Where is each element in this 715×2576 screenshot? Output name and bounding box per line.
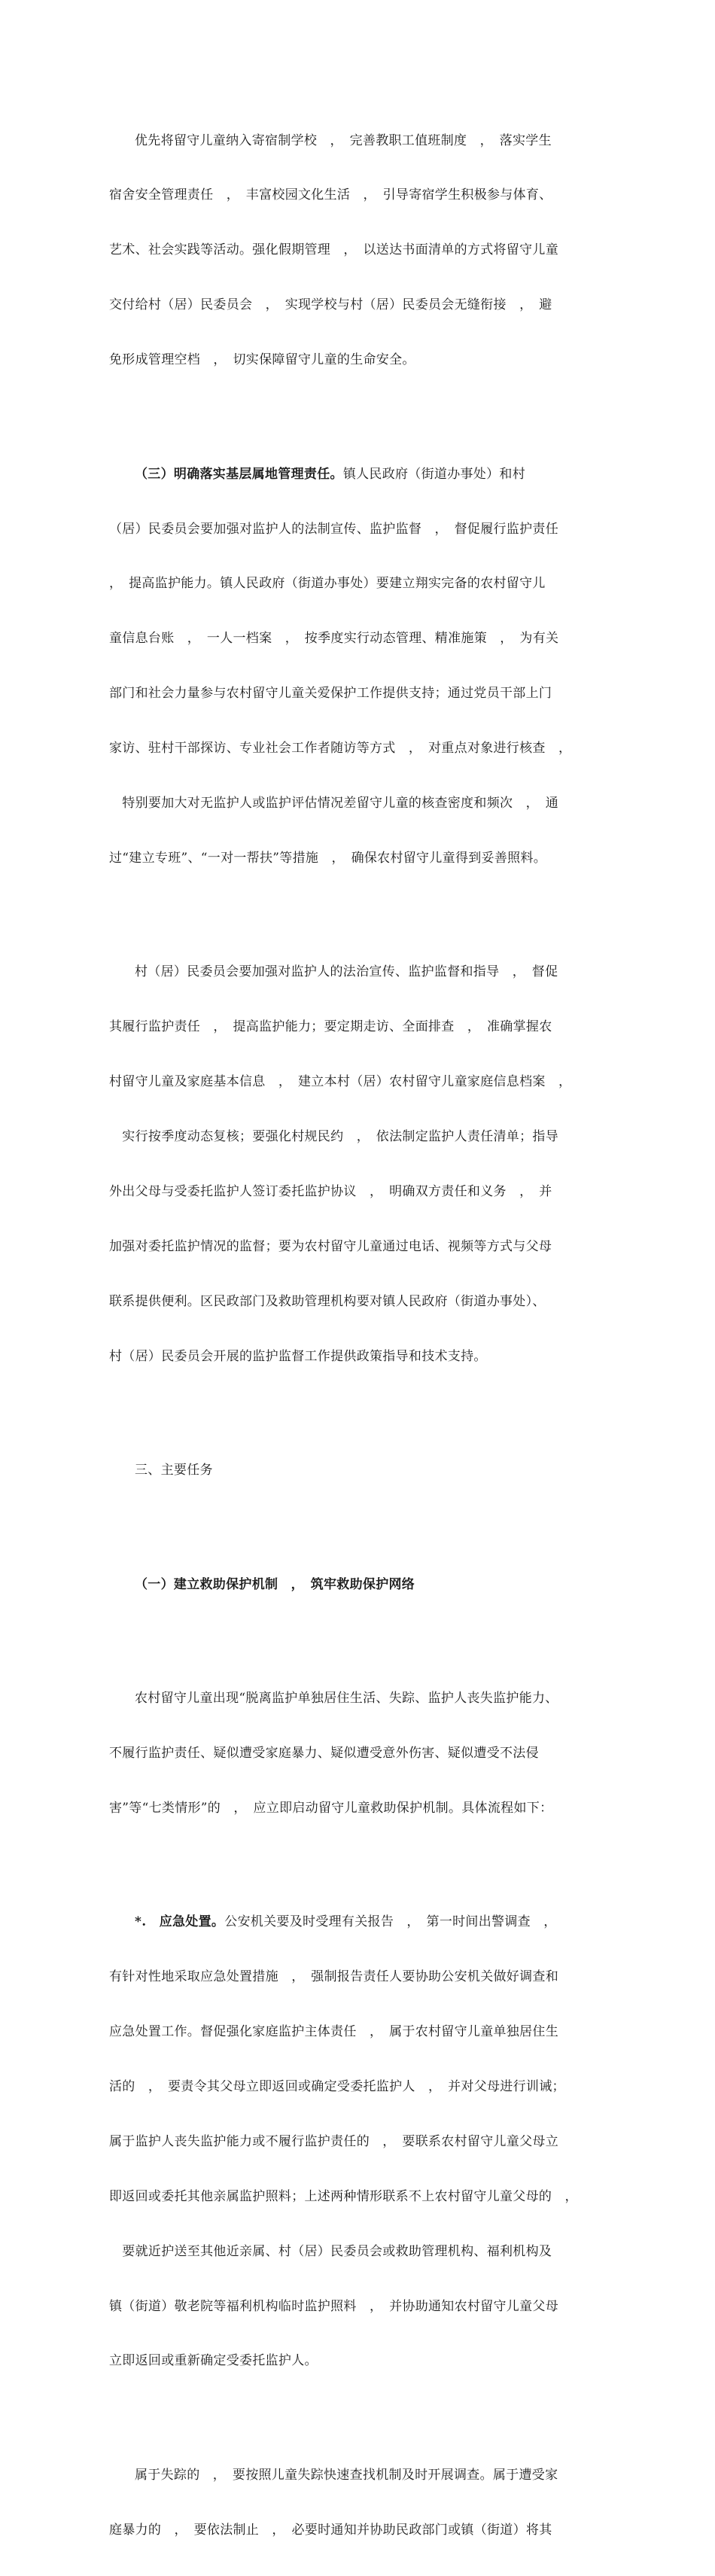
text-line: 宿舍安全管理责任 ， 丰富校园文化生活 ， 引导寄宿学生积极参与体育、 (109, 187, 552, 203)
text-line: 艺术、社会实践等活动。强化假期管理 ， 以送达书面清单的方式将留守儿童 (109, 242, 558, 258)
text-line: 家访、驻村干部探访、专业社会工作者随访等方式 ， 对重点对象进行核查 ， (109, 741, 572, 757)
text-line: 村（居）民委员会开展的监护监督工作提供政策指导和技术支持。 (109, 1348, 487, 1364)
text-line: 交付给村（居）民委员会 ， 实现学校与村（居）民委员会无缝衔接 ， 避 (109, 297, 552, 313)
text-line: 部门和社会力量参与农村留守儿童关爱保护工作提供支持；通过党员干部上门 (109, 686, 552, 702)
text-line: 害”等“七类情形”的 ， 应立即启动留守儿童救助保护机制。具体流程如下： (109, 1800, 553, 1816)
text-line-rest: 镇人民政府（街道办事处）和村 (342, 466, 526, 482)
paragraph-boarding-school (109, 95, 615, 406)
text-line: 农村留守儿童出现“脱离监护单独居住生活、失踪、监护人丧失监护能力、 (135, 1691, 558, 1707)
subsection-heading-rescue-mechanism (109, 1539, 615, 1630)
text-line: 实行按季度动态复核；要强化村规民约 ， 依法制定监护人责任清单；指导 (109, 1129, 558, 1145)
section-lead-bold: （三）明确落实基层属地管理责任。 (135, 466, 343, 482)
text-line: 加强对委托监护情况的监督；要为农村留守儿童通过电话、视频等方式与父母 (109, 1238, 552, 1254)
text-line: 免形成管理空档 ， 切实保障留守儿童的生命安全。 (109, 352, 415, 368)
subsection-heading: （一）建立救助保护机制 ， 筑牢救助保护网络 (135, 1576, 415, 1592)
text-line: 特别要加大对无监护人或监护评估情况差留守儿童的核查密度和频次 ， 通 (109, 795, 558, 811)
text-line: 庭暴力的 ， 要依法制止 ， 必要时通知并协助民政部门或镇（街道）将其 (109, 2522, 552, 2538)
text-line: 联系提供便利。区民政部门及救助管理机构要对镇人民政府（街道办事处）、 (109, 1293, 546, 1309)
text-line: 村留守儿童及家庭基本信息 ， 建立本村（居）农村留守儿童家庭信息档案 ， (109, 1074, 572, 1090)
text-line (109, 465, 615, 483)
section-heading: 三、主要任务 (135, 1463, 213, 1478)
document-page (109, 95, 615, 2576)
paragraph-emergency-response (109, 1877, 615, 2407)
text-line: 优先将留守儿童纳入寄宿制学校 ， 完善教职工值班制度 ， 落实学生 (135, 132, 552, 148)
paragraph-village-committee (109, 927, 615, 1402)
text-line: 其履行监护责任 ， 提高监护能力；要定期走访、全面排查 ， 准确掌握农 (109, 1019, 552, 1035)
text-line: 活的 ， 要责令其父母立即返回或确定受委托监护人 ， 并对父母进行训诫； (109, 2078, 565, 2094)
text-line: （居）民委员会要加强对监护人的法制宣传、监护监督 ， 督促履行监护责任 (109, 521, 558, 537)
text-line: 童信息台账 ， 一人一档案 ， 按季度实行动态管理、精准施策 ， 为有关 (109, 631, 559, 647)
text-line: 村（居）民委员会要加强对监护人的法治宣传、监护监督和指导 ， 督促 (135, 964, 558, 980)
text-line: 属于监护人丧失监护能力或不履行监护责任的 ， 要联系农村留守儿童父母立 (109, 2133, 558, 2149)
text-line: 有针对性地采取应急处置措施 ， 强制报告责任人要协助公安机关做好调查和 (109, 1969, 558, 1985)
item-lead-bold: *. 应急处置。 (135, 1914, 225, 1930)
text-line: 要就近护送至其他近亲属、村（居）民委员会或救助管理机构、福利机构及 (109, 2243, 552, 2259)
section-heading-main-tasks (109, 1424, 615, 1515)
text-line: 应急处置工作。督促强化家庭监护主体责任 ， 属于农村留守儿童单独居住生 (109, 2024, 558, 2040)
text-line (109, 1913, 615, 1931)
text-line: 镇（街道）敬老院等福利机构临时监护照料 ， 并协助通知农村留守儿童父母 (109, 2298, 558, 2314)
text-line: 不履行监护责任、疑似遭受家庭暴力、疑似遭受意外伤害、疑似遭受不法侵 (109, 1745, 539, 1761)
paragraph-missing-children (109, 2429, 615, 2575)
text-line: 属于失踪的 ， 要按照儿童失踪快速查找机制及时开展调查。属于遭受家 (135, 2467, 558, 2483)
text-line-rest: 公安机关要及时受理有关报告 ， 第一时间出警调查 ， (224, 1914, 557, 1930)
paragraph-seven-situations (109, 1652, 615, 1853)
text-line: 即返回或委托其他亲属监护照料；上述两种情形联系不上农村留守儿童父母的 ， (109, 2188, 578, 2204)
text-line: 立即返回或重新确定受委托监护人。 (109, 2353, 318, 2369)
text-line: ， 提高监护能力。镇人民政府（街道办事处）要建立翔实完备的农村留守儿 (109, 576, 546, 592)
paragraph-grassroots-responsibility (109, 428, 615, 904)
text-line: 过“建立专班”、“一对一帮扶”等措施 ， 确保农村留守儿童得到妥善照料。 (109, 850, 547, 866)
text-line: 外出父母与受委托监护人签订委托监护协议 ， 明确双方责任和义务 ， 并 (109, 1183, 552, 1199)
